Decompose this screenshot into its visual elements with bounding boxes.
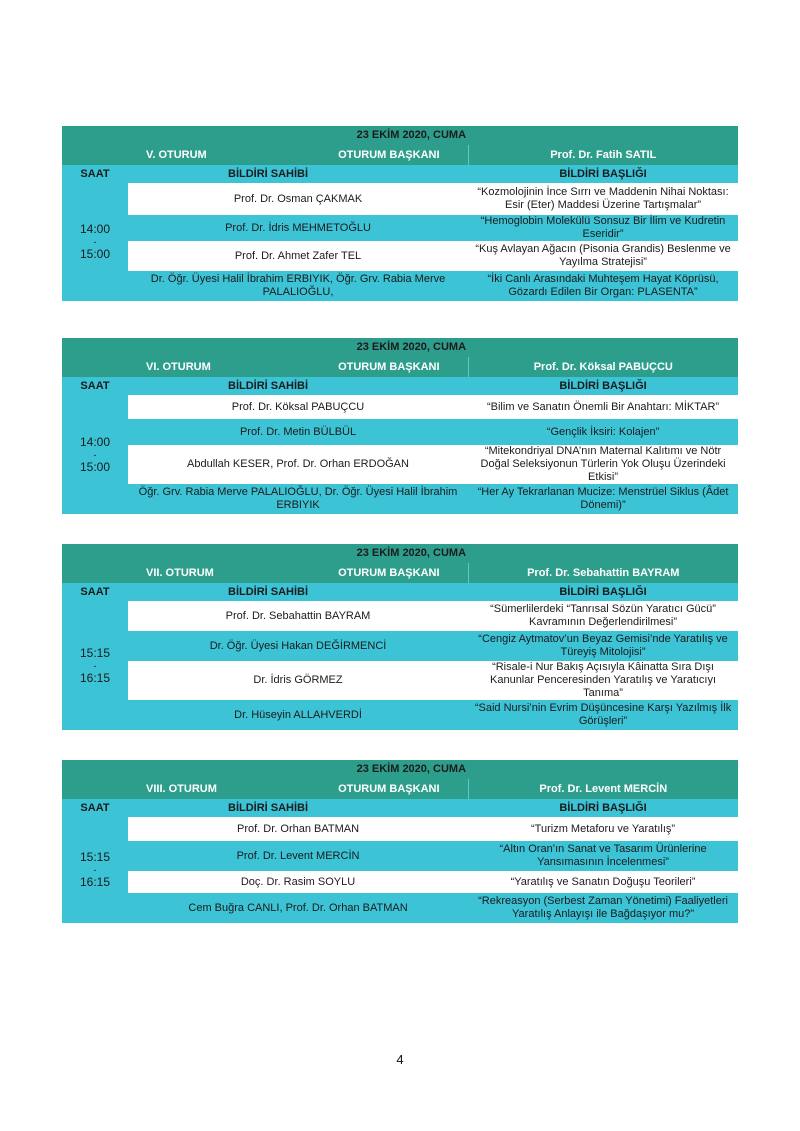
row-title: “Altın Oran’ın Sanat ve Tasarım Ürünlerine Yansımasının İncelenmesi”: [468, 841, 738, 871]
session-date: 23 EKİM 2020, CUMA: [62, 544, 468, 563]
row-title: “Yaratılış ve Sanatın Doğuşu Teorileri”: [468, 871, 738, 893]
row-author: Dr. İdris GÖRMEZ: [128, 661, 468, 700]
time-start: 14:00: [79, 222, 111, 236]
row-title: “Bilim ve Sanatın Önemli Bir Anahtarı: MİKTAR”: [468, 395, 738, 419]
session-table-viii: [62, 760, 738, 923]
session-header-row: [62, 145, 738, 165]
time-start: 15:15: [79, 645, 111, 660]
row-author: Dr. Hüseyin ALLAHVERDİ: [128, 700, 468, 730]
session-time: [62, 395, 128, 514]
col-saat: SAAT: [62, 165, 128, 183]
row-title: “Risale-i Nur Bakış Açısıyla Kâinatta Sıra Dışı Kanunlar Penceresinden Yaratılış ve Yaratıcıyı Tanıma”: [468, 661, 738, 700]
row-author: Prof. Dr. İdris MEHMETOĞLU: [128, 215, 468, 241]
chair-label: OTURUM BAŞKANI: [322, 563, 468, 583]
session-table-vi: [62, 338, 738, 514]
row-author: Dr. Öğr. Üyesi Halil İbrahim ERBIYIK, Öğr. Grv. Rabia Merve PALALIOĞLU,: [128, 271, 468, 301]
chair-label: OTURUM BAŞKANI: [322, 145, 468, 165]
row-title: “Kuş Avlayan Ağacın (Pisonia Grandis) Beslenme ve Yayılma Stratejisi”: [468, 241, 738, 271]
row-title: “Her Ay Tekrarlanan Mucize: Menstrüel Siklus (Âdet Dönemi)”: [468, 484, 738, 514]
session-header-row: [62, 563, 738, 583]
table-row: [62, 661, 738, 700]
row-author: Prof. Dr. Metin BÜLBÜL: [128, 419, 468, 445]
session-name: VI. OTURUM: [62, 357, 322, 377]
col-author: BİLDİRİ SAHİBİ: [128, 583, 468, 601]
session-name: VII. OTURUM: [62, 563, 322, 583]
row-author: Prof. Dr. Orhan BATMAN: [128, 817, 468, 841]
session-date: 23 EKİM 2020, CUMA: [62, 126, 468, 145]
time-dash: -: [93, 865, 97, 875]
row-author: Dr. Öğr. Üyesi Hakan DEĞİRMENCİ: [128, 631, 468, 661]
time-dash: -: [93, 449, 97, 460]
row-author: Prof. Dr. Köksal PABUÇCU: [128, 395, 468, 419]
col-author: BİLDİRİ SAHİBİ: [128, 165, 468, 183]
time-end: 15:00: [79, 459, 111, 474]
chair-label: OTURUM BAŞKANI: [322, 357, 468, 377]
session-table-vii: [62, 544, 738, 730]
column-header-row: [62, 583, 738, 601]
table-row: [62, 893, 738, 923]
column-header-row: [62, 377, 738, 395]
session-time: [62, 817, 128, 923]
row-title: “Hemoglobin Molekülü Sonsuz Bir İlim ve Kudretin Eseridir”: [468, 215, 738, 241]
table-row: [62, 601, 738, 631]
row-title: “Gençlik İksiri: Kolajen”: [468, 419, 738, 445]
table-row: [62, 215, 738, 241]
time-end: 16:15: [79, 670, 111, 685]
session-date: 23 EKİM 2020, CUMA: [62, 760, 468, 779]
row-author: Prof. Dr. Sebahattin BAYRAM: [128, 601, 468, 631]
row-title: “Kozmolojinin İnce Sırrı ve Maddenin Nihai Noktası: Esir (Eter) Maddesi Üzerine Tartışmalar”: [468, 183, 738, 215]
row-author: Cem Buğra CANLI, Prof. Dr. Orhan BATMAN: [128, 893, 468, 923]
table-row: [62, 241, 738, 271]
chair-label: OTURUM BAŞKANI: [322, 779, 468, 799]
row-title: “Rekreasyon (Serbest Zaman Yönetimi) Faaliyetleri Yaratılış Anlayışı ile Bağdaşıyor mu?”: [468, 893, 738, 923]
session-date-row: [62, 126, 738, 145]
col-author: BİLDİRİ SAHİBİ: [128, 799, 468, 817]
time-dash: -: [93, 660, 97, 671]
session-name: VIII. OTURUM: [62, 779, 322, 799]
session-chair: Prof. Dr. Sebahattin BAYRAM: [468, 563, 738, 583]
table-row: [62, 700, 738, 730]
col-saat: SAAT: [62, 799, 128, 817]
row-author: Doç. Dr. Rasim SOYLU: [128, 871, 468, 893]
row-title: “Cengiz Aytmatov’un Beyaz Gemisi’nde Yaratılış ve Türeyiş Mitolojisi”: [468, 631, 738, 661]
session-time: [62, 183, 128, 301]
row-title: “Sümerlilerdeki “Tanrısal Sözün Yaratıcı Gücü” Kavramının Değerlendirilmesi”: [468, 601, 738, 631]
table-row: [62, 183, 738, 215]
col-title: BİLDİRİ BAŞLIĞI: [468, 377, 738, 395]
table-row: [62, 841, 738, 871]
session-date-row: [62, 760, 738, 779]
table-row: [62, 817, 738, 841]
time-end: 15:00: [79, 247, 111, 261]
row-title: “Mitekondriyal DNA’nın Maternal Kalıtımı ve Nötr Doğal Seleksiyonun Türlerin Yok Oluşu Üzerindeki Etkisi”: [468, 445, 738, 484]
session-table-v: [62, 126, 738, 301]
row-title: “Turizm Metaforu ve Yaratılış”: [468, 817, 738, 841]
table-row: [62, 484, 738, 514]
row-title: “İki Canlı Arasındaki Muhteşem Hayat Köprüsü, Gözardı Edilen Bir Organ: PLASENTA”: [468, 271, 738, 301]
session-name: V. OTURUM: [62, 145, 322, 165]
row-author: Prof. Dr. Osman ÇAKMAK: [128, 183, 468, 215]
session-time: [62, 601, 128, 730]
column-header-row: [62, 799, 738, 817]
col-saat: SAAT: [62, 583, 128, 601]
session-date: 23 EKİM 2020, CUMA: [62, 338, 468, 357]
session-header-row: [62, 779, 738, 799]
time-start: 14:00: [79, 434, 111, 449]
col-title: BİLDİRİ BAŞLIĞI: [468, 583, 738, 601]
time-end: 16:15: [79, 875, 111, 889]
col-author: BİLDİRİ SAHİBİ: [128, 377, 468, 395]
row-author: Prof. Dr. Levent MERCİN: [128, 841, 468, 871]
table-row: [62, 631, 738, 661]
table-row: [62, 395, 738, 419]
column-header-row: [62, 165, 738, 183]
session-chair: Prof. Dr. Levent MERCİN: [468, 779, 738, 799]
table-row: [62, 871, 738, 893]
page-number: 4: [396, 1052, 404, 1067]
table-row: [62, 419, 738, 445]
session-chair: Prof. Dr. Köksal PABUÇCU: [468, 357, 738, 377]
session-chair: Prof. Dr. Fatih SATIL: [468, 145, 738, 165]
col-title: BİLDİRİ BAŞLIĞI: [468, 165, 738, 183]
session-date-row: [62, 338, 738, 357]
col-saat: SAAT: [62, 377, 128, 395]
col-title: BİLDİRİ BAŞLIĞI: [468, 799, 738, 817]
table-row: [62, 445, 738, 484]
row-author: Abdullah KESER, Prof. Dr. Orhan ERDOĞAN: [128, 445, 468, 484]
row-title: “Said Nursi’nin Evrim Düşüncesine Karşı Yazılmış İlk Görüşleri”: [468, 700, 738, 730]
session-header-row: [62, 357, 738, 377]
session-date-row: [62, 544, 738, 563]
table-row: [62, 271, 738, 301]
row-author: Prof. Dr. Ahmet Zafer TEL: [128, 241, 468, 271]
row-author: Öğr. Grv. Rabia Merve PALALIOĞLU, Dr. Öğr. Üyesi Halil İbrahim ERBIYIK: [128, 484, 468, 514]
time-dash: -: [93, 237, 97, 247]
time-start: 15:15: [79, 850, 111, 864]
